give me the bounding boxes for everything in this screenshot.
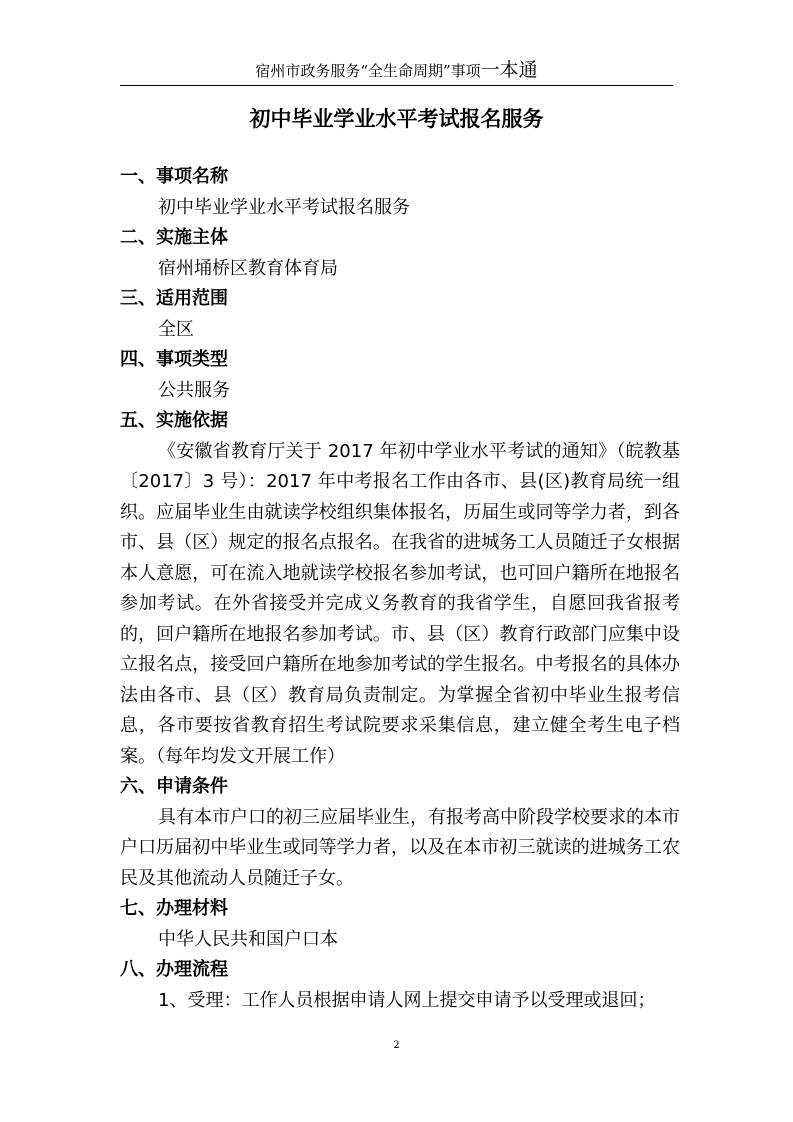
page-number: 2: [393, 1040, 400, 1051]
section-body-process: 1、受理：工作人员根据申请人网上提交申请予以受理或退回；: [158, 989, 656, 1011]
document-title: 初中毕业学业水平考试报名服务: [249, 107, 544, 131]
section-heading-scope: 三、适用范围: [120, 288, 228, 309]
section-body-implementing-body: 宿州埇桥区教育体育局: [158, 257, 338, 279]
section-heading-implementing-body: 二、实施主体: [120, 227, 228, 248]
running-header: [0, 60, 793, 81]
section-body-conditions: 具有本市户口的初三应届毕业生，有报考高中阶段学校要求的本市户口历届初中毕业生或同等学力者，以及在本市初三就读的进城务工农民及其他流动人员随迁子女。: [120, 806, 680, 889]
section-heading-item-name: 一、事项名称: [120, 166, 228, 187]
header-prefix: 宿州市政务服务“全生命周期”事项: [255, 62, 481, 80]
section-heading-process: 八、办理流程: [120, 959, 228, 980]
section-body-legal-basis: 《安徽省教育厅关于 2017 年初中学业水平考试的通知》（皖教基〔2017〕3 号）：2017 年中考报名工作由各市、县(区)教育局统一组织。应届毕业生由就读学校组织集体报名，历届生或同等学力者，到各市、县（区）规定的报名点报名。在我省的进城务工人员随迁子女根据本人意愿，可在流入地就读学校报名参加考试，也可回户籍所在地报名参加考试。在外省接受并完成义务教育的我省学生，自愿回我省报考的，回户籍所在地报名参加考试。市、县（区）教育行政部门应集中设立报名点，接受回户籍所在地参加考试的学生报名。中考报名的具体办法由各市、县（区）教育局负责制定。为掌握全省初中毕业生报考信息，各市要按省教育招生考试院要求采集信息，建立健全考生电子档案。（每年均发文开展工作）: [120, 440, 680, 767]
header-suffix: 一本通: [480, 59, 538, 81]
section-body-item-name: 初中毕业学业水平考试报名服务: [158, 196, 410, 218]
section-heading-item-type: 四、事项类型: [120, 349, 228, 370]
section-heading-conditions: 六、申请条件: [120, 776, 228, 797]
document-body: [120, 162, 680, 1016]
section-body-materials: 中华人民共和国户口本: [158, 928, 338, 950]
section-heading-legal-basis: 五、实施依据: [120, 410, 228, 431]
section-body-scope: 全区: [158, 318, 194, 340]
header-rule: [120, 85, 673, 86]
section-heading-materials: 七、办理材料: [120, 898, 228, 919]
section-body-item-type: 公共服务: [158, 379, 230, 401]
